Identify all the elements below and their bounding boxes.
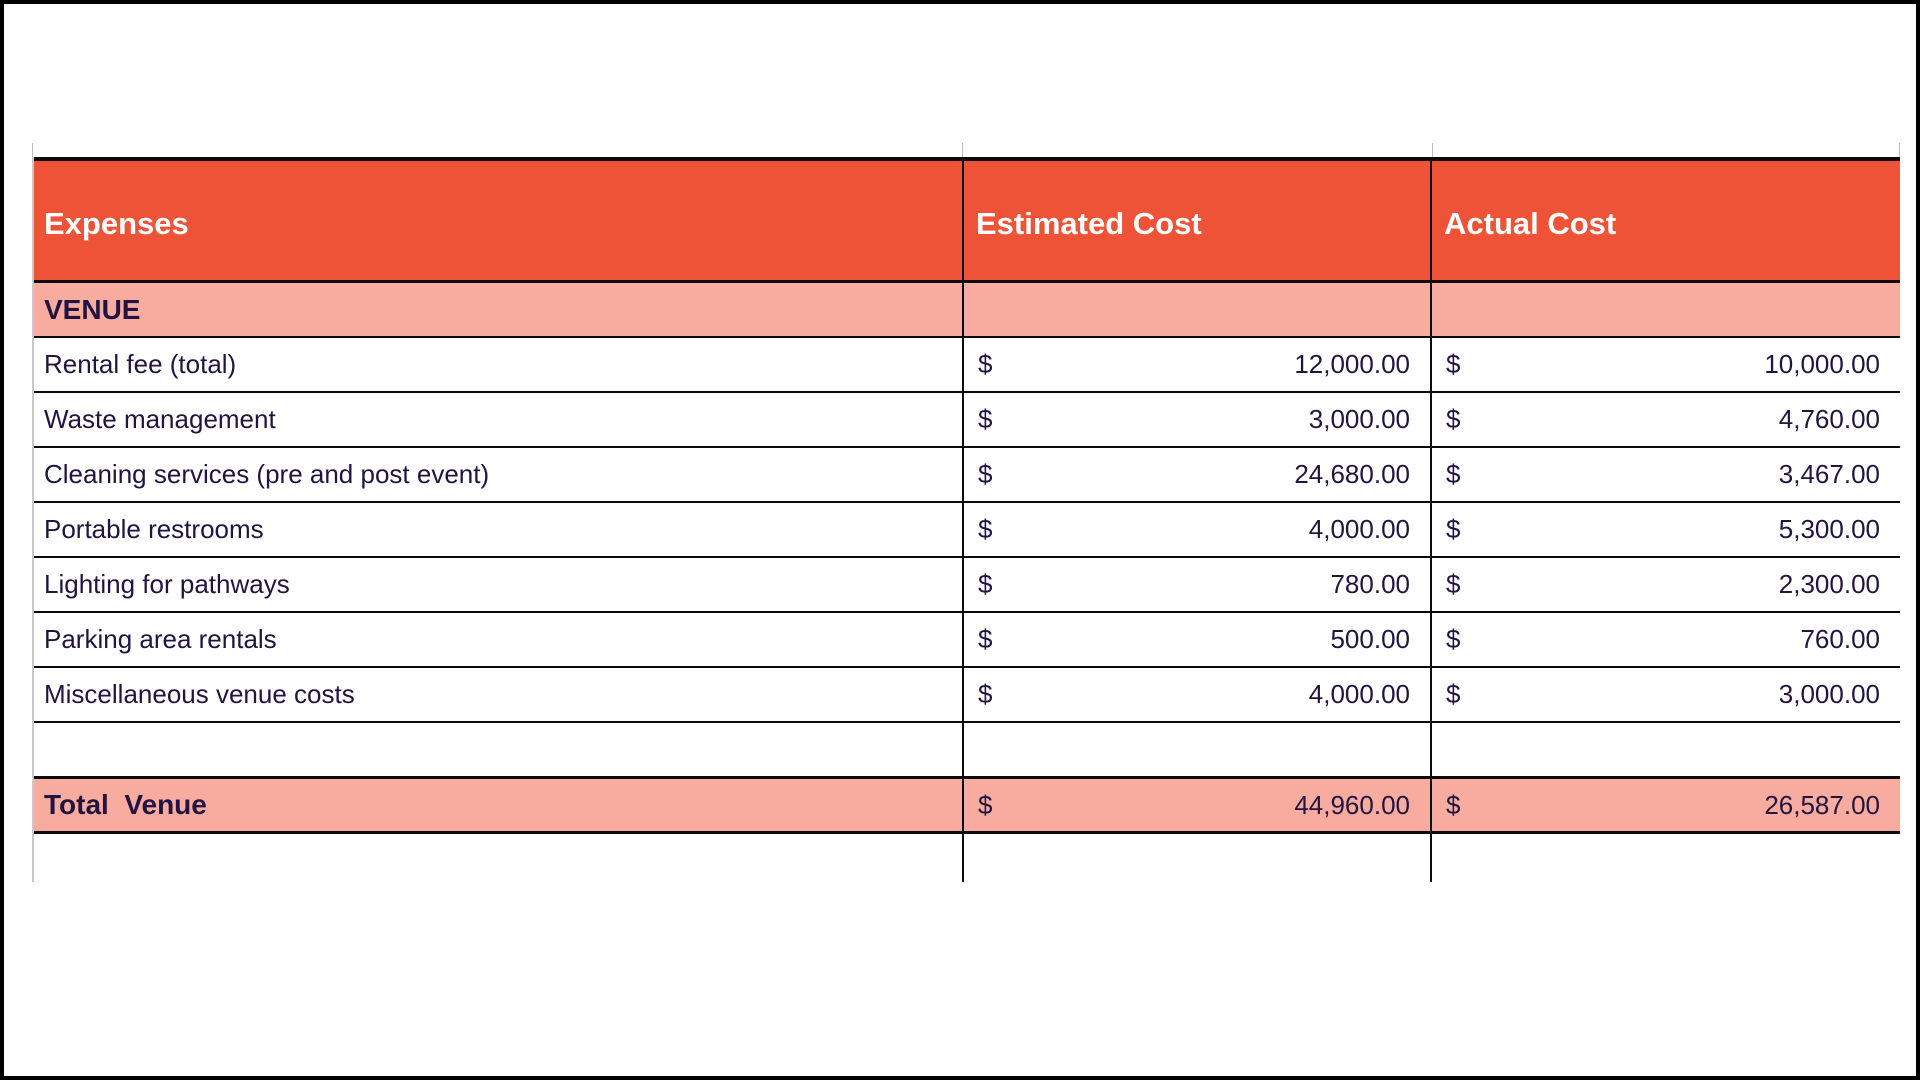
- expense-label-cell[interactable]: Cleaning services (pre and post event): [44, 459, 490, 489]
- expense-label-cell[interactable]: Miscellaneous venue costs: [44, 679, 355, 709]
- currency-symbol: $: [978, 624, 993, 654]
- estimated-amount: 780.00: [1330, 569, 1410, 599]
- estimated-cost-cell[interactable]: [962, 448, 1430, 501]
- total-actual-amount: 26,587.00: [1764, 789, 1880, 820]
- estimated-cost-cell[interactable]: [962, 338, 1430, 391]
- currency-symbol: $: [1446, 789, 1461, 820]
- estimated-amount: 4,000.00: [1308, 514, 1410, 544]
- total-estimated-cell[interactable]: [962, 779, 1430, 831]
- section-estimated-cell[interactable]: [962, 283, 1430, 336]
- actual-cost-cell[interactable]: [1430, 448, 1900, 501]
- empty-cell[interactable]: [1430, 723, 1900, 776]
- currency-symbol: $: [1446, 404, 1461, 434]
- column-header-actual-cost[interactable]: Actual Cost: [1430, 161, 1900, 280]
- estimated-amount: 4,000.00: [1308, 679, 1410, 709]
- actual-amount: 3,467.00: [1778, 459, 1880, 489]
- currency-symbol: $: [1446, 514, 1461, 544]
- actual-amount: 3,000.00: [1778, 679, 1880, 709]
- empty-cell[interactable]: [1430, 834, 1900, 882]
- total-estimated-amount: 44,960.00: [1294, 789, 1410, 820]
- expense-label-cell[interactable]: Parking area rentals: [44, 624, 277, 654]
- column-header-estimated-cost[interactable]: Estimated Cost: [962, 161, 1430, 280]
- table-row: [34, 393, 1900, 448]
- actual-cost-cell[interactable]: [1430, 668, 1900, 721]
- currency-symbol: $: [978, 349, 993, 379]
- currency-symbol: $: [978, 569, 993, 599]
- actual-cost-cell[interactable]: [1430, 613, 1900, 666]
- estimated-cost-cell[interactable]: [962, 503, 1430, 556]
- gridline-tick: [1899, 143, 1900, 157]
- currency-symbol: $: [1446, 569, 1461, 599]
- empty-cell[interactable]: [962, 723, 1430, 776]
- estimated-cost-cell[interactable]: [962, 668, 1430, 721]
- estimated-amount: 12,000.00: [1294, 349, 1410, 379]
- expense-label-cell[interactable]: Portable restrooms: [44, 514, 264, 544]
- expense-label-cell[interactable]: Lighting for pathways: [44, 569, 290, 599]
- empty-cell[interactable]: [34, 723, 962, 776]
- total-label-cell[interactable]: Total Venue: [44, 789, 207, 820]
- section-actual-cell[interactable]: [1430, 283, 1900, 336]
- table-row: [34, 668, 1900, 723]
- estimated-amount: 3,000.00: [1308, 404, 1410, 434]
- actual-amount: 2,300.00: [1778, 569, 1880, 599]
- venue-budget-table: [32, 157, 1900, 882]
- empty-cell[interactable]: [962, 834, 1430, 882]
- actual-amount: 4,760.00: [1778, 404, 1880, 434]
- actual-amount: 760.00: [1800, 624, 1880, 654]
- empty-row: [34, 723, 1900, 778]
- gridline-tick: [962, 143, 963, 157]
- section-label-cell[interactable]: VENUE: [44, 293, 141, 325]
- gridline-tick: [1432, 143, 1433, 157]
- estimated-cost-cell[interactable]: [962, 613, 1430, 666]
- estimated-amount: 24,680.00: [1294, 459, 1410, 489]
- actual-cost-cell[interactable]: [1430, 558, 1900, 611]
- currency-symbol: $: [978, 679, 993, 709]
- actual-cost-cell[interactable]: [1430, 393, 1900, 446]
- actual-cost-cell[interactable]: [1430, 503, 1900, 556]
- actual-amount: 10,000.00: [1764, 349, 1880, 379]
- currency-symbol: $: [978, 789, 993, 820]
- expense-label-cell[interactable]: Rental fee (total): [44, 349, 237, 379]
- section-row-venue: [34, 283, 1900, 338]
- table-header-row: [34, 157, 1900, 283]
- empty-cell[interactable]: [34, 834, 962, 882]
- expense-label-cell[interactable]: Waste management: [44, 404, 276, 434]
- table-row: [34, 338, 1900, 393]
- gridline-tick: [32, 143, 33, 157]
- estimated-amount: 500.00: [1330, 624, 1410, 654]
- currency-symbol: $: [1446, 679, 1461, 709]
- total-row: [34, 778, 1900, 834]
- currency-symbol: $: [978, 514, 993, 544]
- currency-symbol: $: [1446, 349, 1461, 379]
- empty-row: [34, 834, 1900, 882]
- table-row: [34, 503, 1900, 558]
- currency-symbol: $: [1446, 624, 1461, 654]
- column-header-expenses[interactable]: Expenses: [44, 205, 189, 241]
- table-row: [34, 558, 1900, 613]
- actual-cost-cell[interactable]: [1430, 338, 1900, 391]
- total-actual-cell[interactable]: [1430, 779, 1900, 831]
- estimated-cost-cell[interactable]: [962, 393, 1430, 446]
- currency-symbol: $: [1446, 459, 1461, 489]
- currency-symbol: $: [978, 459, 993, 489]
- actual-amount: 5,300.00: [1778, 514, 1880, 544]
- table-row: [34, 448, 1900, 503]
- currency-symbol: $: [978, 404, 993, 434]
- estimated-cost-cell[interactable]: [962, 558, 1430, 611]
- table-row: [34, 613, 1900, 668]
